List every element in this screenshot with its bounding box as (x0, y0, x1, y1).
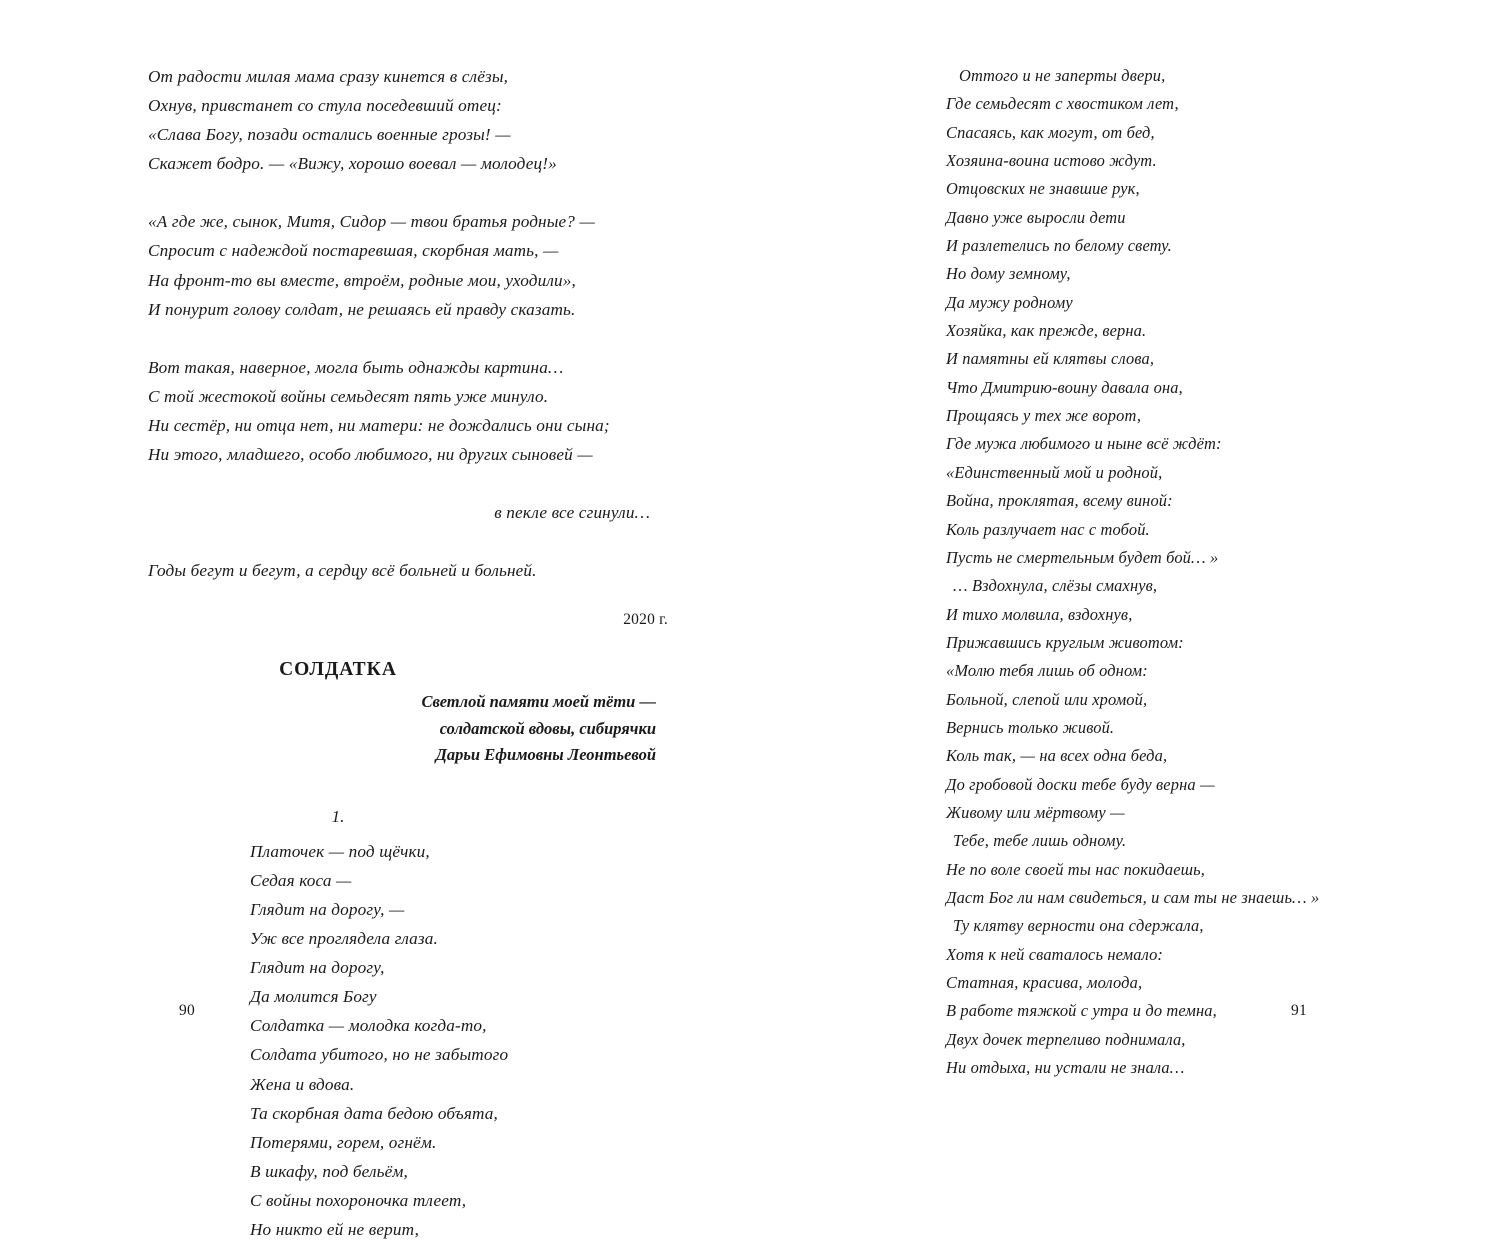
verse-line: Хозяйка, как прежде, верна. (946, 321, 1147, 341)
verse-line: Статная, красива, молода, (946, 973, 1143, 992)
verse-line: Где семьдесят с хвостиком лет, (946, 94, 1179, 114)
verse-line: Солдата убитого, но не забытого (250, 1045, 509, 1065)
section-one-verses (148, 837, 668, 1244)
verse-line: От радости милая мама сразу кинется в слёзы, (148, 67, 509, 86)
verse-line: Пусть не смертельным будет бой… » (946, 547, 1219, 567)
verse-line: Ни этого, младшего, особо любимого, ни других сыновей — (148, 445, 593, 465)
verse-line: Скажет бодро. — «Вижу, хорошо воевал — молодец!» (148, 154, 557, 174)
section-number: 1. (331, 806, 345, 826)
verse-line: В шкафу, под бельём, (250, 1161, 408, 1181)
verse-line: Годы бегут и бегут, а сердцу всё больней и больней. (148, 561, 537, 581)
poem-title: СОЛДАТКА (279, 659, 397, 681)
verse-line: Спасаясь, как могут, от бед, (946, 122, 1155, 142)
verse-line: Ни сестёр, ни отца нет, ни матери: не дождались они сына; (148, 415, 610, 435)
page-left (0, 0, 746, 1240)
left-page-verses (148, 62, 668, 585)
right-page-text-column (946, 62, 1416, 1082)
verse-line: И памятны ей клятвы слова, (946, 349, 1155, 369)
verse-line: Тебе, тебе лишь одному. (953, 831, 1127, 851)
verse-line: И понурит голову солдат, не решаясь ей правду сказать. (148, 299, 576, 319)
verse-line: Платочек — под щёчки, (250, 841, 430, 861)
verse-line: Коль так, — на всех одна беда, (946, 746, 1168, 766)
verse-line: Та скорбная дата бедою объята, (250, 1103, 498, 1123)
verse-line: Солдатка — молодка когда-то, (250, 1016, 487, 1036)
stanza-gap (148, 324, 668, 353)
poem-dedication (148, 689, 668, 769)
verse-line: Давно уже выросли дети (946, 207, 1126, 227)
verse-line: Глядит на дорогу, (250, 958, 385, 978)
verse-line: Охнув, привстанет со стула поседевший отец: (148, 96, 502, 116)
verse-line: … Вздохнула, слёзы смахнув, (953, 576, 1158, 596)
verse-line: Вот такая, наверное, могла быть однажды картина… (148, 357, 564, 377)
verse-line: И тихо молвила, вздохнув, (946, 604, 1133, 624)
verse-line: Ни отдыха, ни устали не знала… (946, 1058, 1185, 1078)
dedication-line: солдатской вдовы, сибирячки (439, 718, 656, 738)
page-right (746, 0, 1492, 1078)
verse-line: Да мужу родному (946, 292, 1073, 312)
verse-line: Не по воле своей ты нас покидаешь, (946, 859, 1206, 879)
page-number-left: 90 (178, 1002, 196, 1019)
dedication-line: Дарьи Ефимовны Леонтьевой (435, 745, 656, 765)
verse-line: Ту клятву верности она сдержала, (953, 916, 1204, 936)
verse-line: Хотя к ней сваталось немало: (946, 944, 1164, 964)
verse-line: Глядит на дорогу, — (250, 900, 405, 919)
verse-line: «А где же, сынок, Митя, Сидор — твои братья родные? — (148, 212, 595, 232)
verse-line: Потерями, горем, огнём. (250, 1132, 437, 1152)
verse-line: Вернись только живой. (946, 717, 1115, 737)
verse-line: Жена и вдова. (250, 1074, 355, 1094)
verse-line: С войны похороночка тлеет, (250, 1190, 467, 1210)
verse-line: Да молится Богу (250, 987, 377, 1007)
verse-line: До гробовой доски тебе буду верна — (946, 774, 1215, 794)
verse-line: Что Дмитрию-воину давала она, (946, 377, 1183, 397)
verse-line: С той жестокой войны семьдесят пять уже минуло. (148, 386, 549, 406)
verse-line: Хозяина-воина истово ждут. (946, 151, 1157, 171)
verse-line: «Молю тебя лишь об одном: (946, 661, 1148, 681)
verse-line: «Единственный мой и родной, (946, 462, 1163, 482)
verse-line: Больной, слепой или хромой, (946, 689, 1148, 709)
dedication-line: Светлой памяти моей тёти — (421, 692, 656, 712)
verse-line: Война, проклятая, всему виной: (946, 491, 1173, 511)
verse-line: На фронт-то вы вместе, втроём, родные мои, уходили», (148, 270, 576, 290)
left-page-text-column (148, 62, 668, 1244)
verse-line: «Слава Богу, позади остались военные грозы! — (148, 125, 511, 145)
verse-line: в пекле все сгинули… (494, 503, 650, 523)
verse-line: Живому или мёртвому — (946, 802, 1125, 822)
verse-line: Прижавшись круглым животом: (946, 632, 1184, 652)
right-page-verses (946, 62, 1416, 1082)
poem-date: 2020 г. (623, 611, 668, 629)
verse-line: Но дому земному, (946, 264, 1071, 284)
stanza-gap (148, 469, 668, 498)
verse-line: Но никто ей не верит, (250, 1220, 420, 1240)
verse-line: Уж все проглядела глаза. (250, 929, 438, 949)
verse-line: Седая коса — (250, 870, 352, 890)
verse-line: И разлетелись по белому свету. (946, 236, 1172, 256)
verse-line: Двух дочек терпеливо поднимала, (946, 1029, 1186, 1049)
verse-line: Спросит с надеждой постаревшая, скорбная мать, — (148, 241, 559, 261)
verse-line: Коль разлучает нас с тобой. (946, 519, 1150, 539)
verse-line: Даст Бог ли нам свидеться, и сам ты не знаешь… » (946, 887, 1320, 907)
verse-line: Отцовских не знавшие рук, (946, 179, 1140, 199)
stanza-gap (148, 527, 668, 556)
stanza-gap (148, 178, 668, 207)
verse-line: Прощаясь у тех же ворот, (946, 406, 1142, 426)
verse-line: Оттого и не заперты двери, (959, 66, 1166, 85)
verse-line: Где мужа любимого и ныне всё ждёт: (946, 434, 1222, 454)
verse-line: В работе тяжкой с утра и до темна, (946, 1001, 1217, 1021)
page-number-right: 91 (1290, 1002, 1308, 1019)
